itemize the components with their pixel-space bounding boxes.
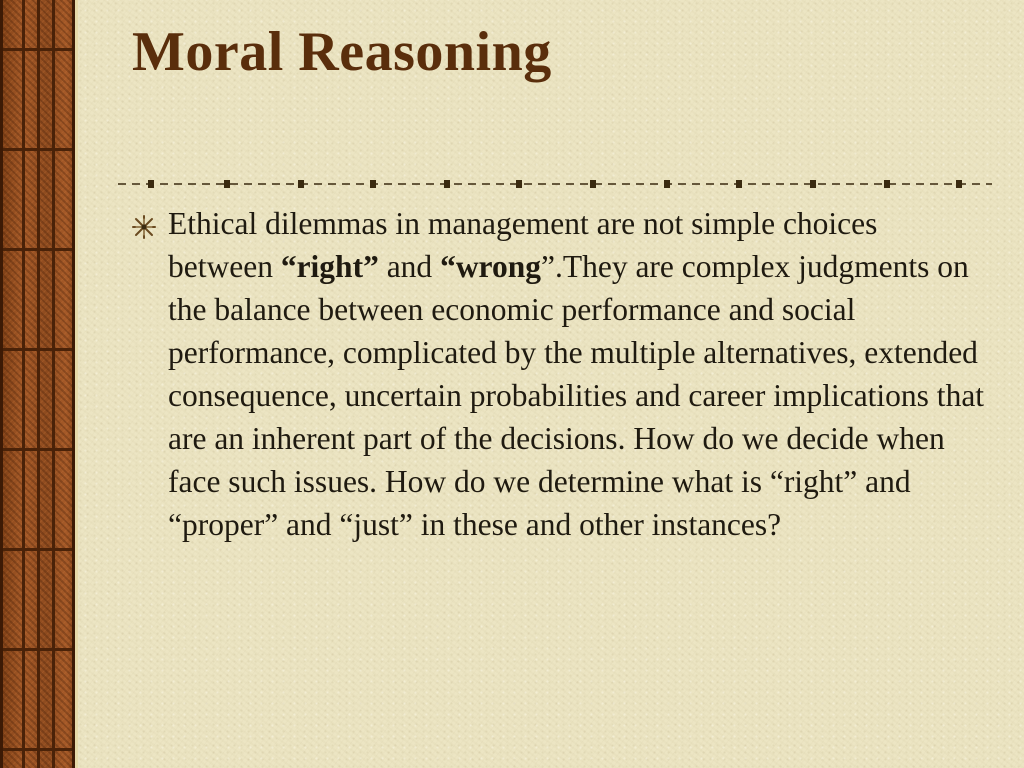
decorative-left-border (0, 0, 78, 768)
paragraph-text-2: and (378, 249, 441, 284)
starburst-bullet-icon (131, 214, 157, 240)
paragraph-bold-right: “right” (280, 249, 379, 284)
bullet-paragraph (168, 202, 988, 546)
paragraph-text-3: ”.They are complex judgments on the balance between economic performance and social performance, complicated by the multiple alternatives, extended consequence, uncertain probabilities and career implications that are an inherent part of the decisions. How do we decide when face such issues. How do we determine what is “right” and “proper” and “just” in these and other instances? (168, 249, 985, 542)
dashed-divider-line (118, 178, 992, 190)
slide-title: Moral Reasoning (132, 21, 552, 83)
paragraph-text-1: Ethical dilemmas in management are not simple choices between (168, 206, 878, 284)
paragraph-bold-wrong: “wrong (440, 249, 541, 284)
